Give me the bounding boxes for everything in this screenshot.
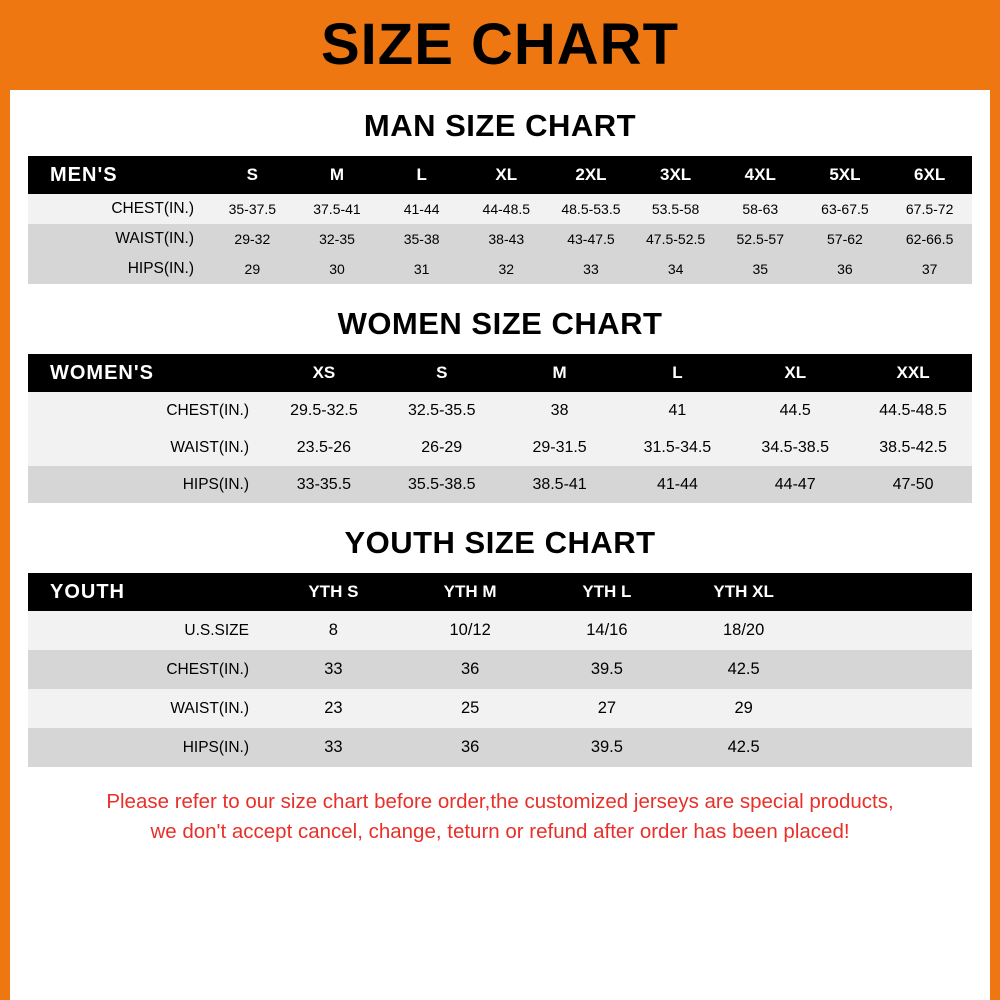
men-cell-2-2: 31 [379,254,464,284]
chart-content [0,90,1000,1000]
women-cell-0-4: 44.5 [736,392,854,429]
men-cell-1-8: 62-66.5 [887,224,972,254]
table-row [28,728,972,767]
men-section-title: MAN SIZE CHART [363,108,637,143]
women-corner-label: WOMEN'S [28,354,265,392]
women-section-title: WOMEN SIZE CHART [337,306,663,341]
youth-row-3-label: HIPS(IN.) [28,728,265,767]
men-col-1: M [295,156,380,194]
table-header-row [28,354,972,392]
women-cell-1-1: 26-29 [383,429,501,466]
youth-cell-2-spacer [812,689,972,728]
women-cell-1-4: 34.5-38.5 [736,429,854,466]
youth-cell-3-3: 42.5 [675,728,812,767]
youth-section-title: YOUTH SIZE CHART [344,525,656,560]
men-col-6: 4XL [718,156,803,194]
men-cell-1-3: 38-43 [464,224,549,254]
men-cell-0-6: 58-63 [718,194,803,224]
men-table-header [28,156,972,194]
men-row-1-label: WAIST(IN.) [28,224,210,254]
men-cell-1-5: 47.5-52.5 [633,224,718,254]
youth-table-body [28,611,972,767]
men-cell-2-4: 33 [549,254,634,284]
men-cell-2-0: 29 [210,254,295,284]
men-cell-0-0: 35-37.5 [210,194,295,224]
men-col-4: 2XL [549,156,634,194]
men-cell-1-2: 35-38 [379,224,464,254]
youth-cell-0-1: 10/12 [402,611,539,650]
men-row-2-label: HIPS(IN.) [28,254,210,284]
women-cell-1-0: 23.5-26 [265,429,383,466]
youth-cell-3-spacer [812,728,972,767]
youth-cell-0-3: 18/20 [675,611,812,650]
page-banner [0,0,1000,90]
table-row [28,650,972,689]
table-row [28,689,972,728]
youth-col-spacer [812,573,972,611]
men-col-8: 6XL [887,156,972,194]
women-cell-2-4: 44-47 [736,466,854,503]
women-cell-1-2: 29-31.5 [501,429,619,466]
men-cell-1-4: 43-47.5 [549,224,634,254]
table-row [28,392,972,429]
youth-cell-0-2: 14/16 [539,611,676,650]
men-cell-2-6: 35 [718,254,803,284]
youth-cell-2-0: 23 [265,689,402,728]
table-row [28,611,972,650]
youth-col-0: YTH S [265,573,402,611]
women-row-2-label: HIPS(IN.) [28,466,265,503]
table-row [28,429,972,466]
men-col-0: S [210,156,295,194]
table-header-row [28,156,972,194]
youth-cell-1-3: 42.5 [675,650,812,689]
youth-cell-0-spacer [812,611,972,650]
women-cell-2-3: 41-44 [618,466,736,503]
youth-table-header [28,573,972,611]
women-row-0-label: CHEST(IN.) [28,392,265,429]
youth-cell-1-2: 39.5 [539,650,676,689]
youth-corner-label: YOUTH [28,573,265,611]
youth-cell-3-0: 33 [265,728,402,767]
youth-row-1-label: CHEST(IN.) [28,650,265,689]
table-row [28,466,972,503]
women-cell-0-3: 41 [618,392,736,429]
youth-cell-1-0: 33 [265,650,402,689]
men-cell-2-7: 36 [803,254,888,284]
notice-line-2: we don't accept cancel, change, teturn or refund after order has been placed! [150,819,850,843]
men-cell-1-0: 29-32 [210,224,295,254]
women-cell-2-5: 47-50 [854,466,972,503]
women-col-5: XXL [854,354,972,392]
youth-cell-1-spacer [812,650,972,689]
men-cell-2-3: 32 [464,254,549,284]
women-size-table [28,354,972,503]
women-row-1-label: WAIST(IN.) [28,429,265,466]
youth-row-2-label: WAIST(IN.) [28,689,265,728]
women-cell-2-1: 35.5-38.5 [383,466,501,503]
women-col-4: XL [736,354,854,392]
youth-cell-3-2: 39.5 [539,728,676,767]
youth-cell-0-0: 8 [265,611,402,650]
men-cell-1-1: 32-35 [295,224,380,254]
men-cell-2-5: 34 [633,254,718,284]
women-cell-0-5: 44.5-48.5 [854,392,972,429]
women-col-0: XS [265,354,383,392]
women-cell-1-5: 38.5-42.5 [854,429,972,466]
men-size-table [28,156,972,284]
men-cell-0-5: 53.5-58 [633,194,718,224]
men-cell-1-6: 52.5-57 [718,224,803,254]
men-cell-0-3: 44-48.5 [464,194,549,224]
men-cell-0-7: 63-67.5 [803,194,888,224]
table-row [28,194,972,224]
men-cell-0-8: 67.5-72 [887,194,972,224]
youth-cell-3-1: 36 [402,728,539,767]
youth-col-3: YTH XL [675,573,812,611]
men-cell-0-4: 48.5-53.5 [549,194,634,224]
women-col-1: S [383,354,501,392]
women-cell-2-2: 38.5-41 [501,466,619,503]
men-table-body [28,194,972,284]
youth-row-0-label: U.S.SIZE [28,611,265,650]
left-accent-bar [0,0,10,1000]
men-col-5: 3XL [633,156,718,194]
men-cell-0-1: 37.5-41 [295,194,380,224]
table-row [28,254,972,284]
women-cell-0-1: 32.5-35.5 [383,392,501,429]
men-row-0-label: CHEST(IN.) [28,194,210,224]
women-cell-2-0: 33-35.5 [265,466,383,503]
women-cell-0-0: 29.5-32.5 [265,392,383,429]
men-col-2: L [379,156,464,194]
page-title: SIZE CHART [321,12,679,77]
men-corner-label: MEN'S [28,156,210,194]
women-cell-0-2: 38 [501,392,619,429]
youth-cell-2-1: 25 [402,689,539,728]
youth-col-1: YTH M [402,573,539,611]
women-col-2: M [501,354,619,392]
youth-col-2: YTH L [539,573,676,611]
men-col-3: XL [464,156,549,194]
table-header-row [28,573,972,611]
table-row [28,224,972,254]
men-cell-0-2: 41-44 [379,194,464,224]
youth-cell-2-2: 27 [539,689,676,728]
youth-cell-2-3: 29 [675,689,812,728]
youth-cell-1-1: 36 [402,650,539,689]
men-cell-2-8: 37 [887,254,972,284]
right-accent-bar [990,0,1000,1000]
men-cell-1-7: 57-62 [803,224,888,254]
women-cell-1-3: 31.5-34.5 [618,429,736,466]
women-table-header [28,354,972,392]
return-policy-notice [28,787,972,846]
women-table-body [28,392,972,503]
women-col-3: L [618,354,736,392]
notice-line-1: Please refer to our size chart before order,the customized jerseys are special products, [106,790,894,813]
men-col-7: 5XL [803,156,888,194]
youth-size-table [28,573,972,767]
men-cell-2-1: 30 [295,254,380,284]
